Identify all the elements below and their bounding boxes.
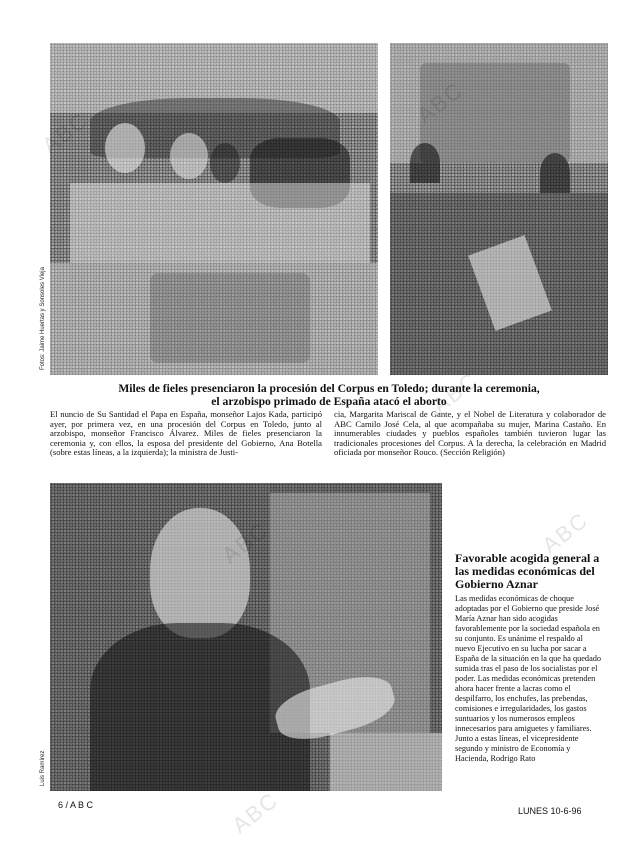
sidebar-title: Favorable acogida general a las medidas económicas del Gobierno Aznar bbox=[455, 551, 600, 591]
sidebar-body-text: Las medidas económicas de choque adoptadas por el Gobierno que preside José María Aznar han sido acogidas favorablemente por la sociedad española en su conjunto. Es unánime el respaldo al nuevo Ejecutivo en su lucha por sacar a España de la situación en la que ha quedado sumida tras el paso de los socialistas por el poder. Las medidas económicas pretenden ahora hacer frente a lacras como el despilfarro, los enchufes, las prebendas, comisiones e irregularidades, los gastos suntuarios y los numerosos empleos innecesarios para amiguetes y familiares. Junto a estas líneas, el vicepresidente segundo y ministro de Economía y Hacienda, Rodrigo Rato bbox=[455, 594, 602, 763]
photo-credit-top: Fotos: Jaime Huertas y Sonsoles Vieja bbox=[40, 267, 46, 370]
page-number: 6 / A B C bbox=[58, 800, 94, 810]
issue-date: LUNES 10-6-96 bbox=[518, 806, 582, 816]
headline-line-1: Miles de fieles presenciaron la procesión del Corpus en Toledo; durante la ceremonia, bbox=[118, 382, 540, 395]
headline bbox=[50, 382, 608, 408]
watermark: ABC bbox=[427, 366, 484, 419]
caption-column-2: cia, Margarita Mariscal de Gante, y el Nobel de Literatura y colaborador de ABC Camilo José Cela, al que acompañaba su mujer, Marina Castaño. En innumerables ciudades y pueblos españoles también tuvieron lugar las tradicionales procesiones del Corpus. A la derecha, la celebración en Madrid oficiada por monseñor Rouco. (Sección Religión) bbox=[334, 409, 606, 458]
caption-column-1: El nuncio de Su Santidad el Papa en España, monseñor Lajos Kada, participó ayer, por primera vez, en una procesión del Corpus en Toledo, junto al arzobispo, monseñor Francisco Álvarez. Miles de fieles presenciaron la ceremonia y, con ellos, la esposa del presidente del Gobierno, Ana Botella (sobre estas líneas, a la izquierda); la ministra de Justi- bbox=[50, 409, 322, 458]
photo-procession-madrid bbox=[390, 43, 608, 375]
headline-line-2: el arzobispo primado de España atacó el aborto bbox=[211, 395, 447, 408]
photo-procession-toledo bbox=[50, 43, 378, 375]
watermark: ABC bbox=[227, 786, 284, 839]
photo-rodrigo-rato bbox=[50, 483, 442, 791]
photo-credit-bottom: Luis Ramírez bbox=[40, 750, 46, 786]
sidebar-body bbox=[455, 594, 605, 764]
watermark: ABC bbox=[537, 506, 594, 559]
